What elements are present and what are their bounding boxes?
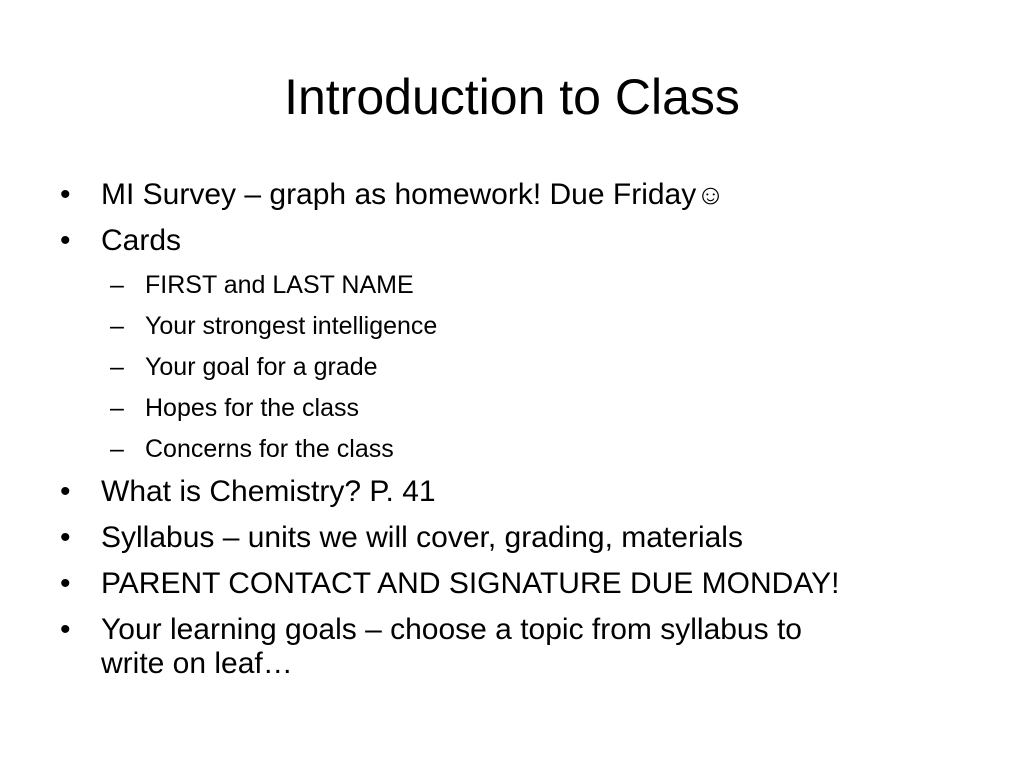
bullet-icon: • — [60, 521, 71, 554]
sub-list-item — [58, 311, 958, 341]
sub-list-item-text: FIRST and LAST NAME — [145, 271, 414, 299]
list-item — [58, 475, 958, 509]
sub-list-item-text: Concerns for the class — [145, 435, 394, 463]
bullet-icon: • — [60, 567, 71, 600]
list-item-text: Your learning goals – choose a topic from syllabus to — [101, 613, 802, 646]
sub-list-item — [58, 434, 958, 464]
list-item-text: What is Chemistry? P. 41 — [101, 475, 436, 508]
sub-list-item — [58, 393, 958, 423]
sub-list-item-text: Your strongest intelligence — [145, 312, 438, 340]
slide-title: Introduction to Class — [284, 69, 740, 125]
dash-icon: – — [110, 435, 124, 463]
list-item-text: Cards — [101, 224, 182, 257]
list-item-text: Syllabus – units we will cover, grading, materials — [101, 521, 743, 554]
list-item-continuation: write on leaf… — [101, 647, 293, 680]
list-item-text: MI Survey – graph as homework! Due Friday — [101, 178, 697, 211]
bullet-icon: • — [60, 224, 71, 257]
list-item-text: PARENT CONTACT AND SIGNATURE DUE MONDAY! — [101, 567, 840, 600]
list-item — [58, 521, 958, 555]
dash-icon: – — [110, 312, 124, 340]
bullet-icon: • — [60, 178, 71, 211]
bullet-list — [58, 178, 958, 693]
list-item — [58, 613, 958, 681]
smiley-icon: ☺ — [696, 179, 725, 210]
sub-list-item — [58, 352, 958, 382]
list-item — [58, 224, 958, 258]
list-item — [58, 567, 958, 601]
list-item — [58, 178, 958, 212]
dash-icon: – — [110, 271, 124, 299]
dash-icon: – — [110, 394, 124, 422]
sub-list-item-text: Your goal for a grade — [145, 353, 378, 381]
sub-list-item — [58, 270, 958, 300]
dash-icon: – — [110, 353, 124, 381]
sub-list-item-text: Hopes for the class — [145, 394, 359, 422]
bullet-icon: • — [60, 475, 71, 508]
bullet-icon: • — [60, 613, 71, 646]
